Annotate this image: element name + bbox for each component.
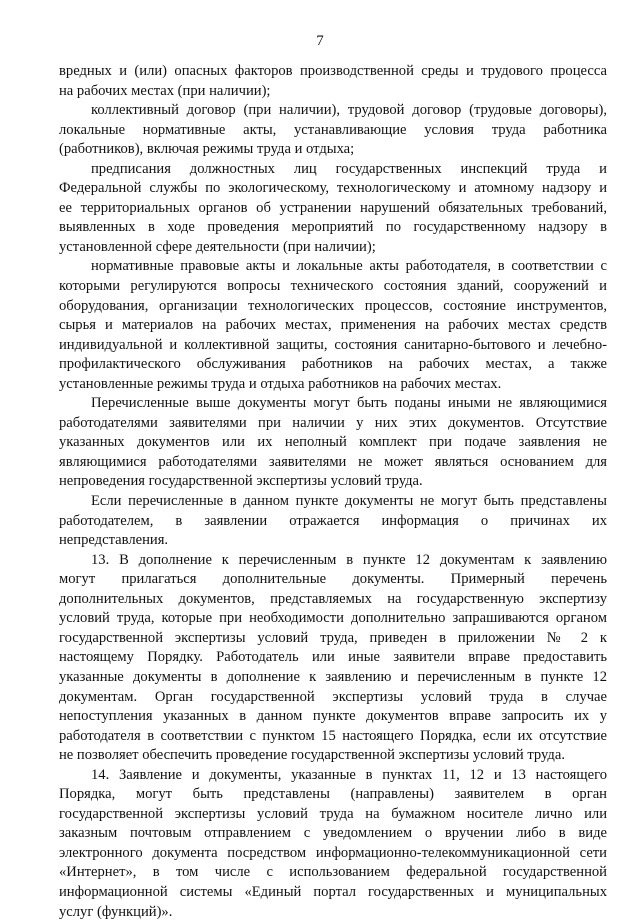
text-line: непроведения государственной экспертизы условий труда.	[59, 473, 423, 490]
text-line: условий труда, которые при необходимости дополнительно запрашиваются органом	[59, 610, 607, 627]
paragraph-first-line: 13. В дополнение к перечисленным в пункте 12 документам к заявлению	[91, 551, 607, 568]
text-line: которыми регулируются вопросы технического состояния зданий, сооружений и	[59, 278, 607, 295]
text-line: работодателя в соответствии с пунктом 15 настоящего Порядка, если их отсутствие	[59, 727, 607, 744]
page-number: 7	[316, 33, 324, 49]
paragraph-first-line: Если перечисленные в данном пункте документы не могут быть представлены	[91, 493, 607, 510]
text-line: выявленных в ходе проведения мероприятий по государственному надзору в	[59, 219, 607, 236]
text-line: настоящему Порядку. Работодатель или иные заявители вправе предоставить	[59, 649, 607, 666]
text-line: локальные нормативные акты, устанавливающие условия труда работника	[59, 121, 607, 138]
text-line: заказным почтовым отправлением с уведомлением о вручении либо в виде	[59, 825, 607, 842]
text-line: информационной системы «Единый портал государственных и муниципальных	[59, 883, 607, 900]
paragraph-first-line: 14. Заявление и документы, указанные в пунктах 11, 12 и 13 настоящего	[91, 766, 607, 783]
text-line: указанных документов или их неполный комплект при подаче заявления не	[59, 434, 607, 451]
text-line: непоступления указанных в данном пункте документов вправе запросить их у	[59, 708, 607, 725]
paragraph-first-line: коллективный договор (при наличии), трудовой договор (трудовые договоры),	[91, 102, 607, 119]
text-line: оборудования, организации технологических процессов, состояние инструментов,	[59, 297, 607, 314]
text-line: могут прилагаться дополнительные документы. Примерный перечень	[59, 571, 607, 588]
text-line: установленной сфере деятельности (при наличии);	[59, 238, 376, 255]
text-line: Федеральной службы по экологическому, технологическому и атомному надзору и	[59, 180, 607, 197]
text-line: установленные режимы труда и отдыха работников на рабочих местах.	[59, 375, 502, 392]
text-line: (работников), включая режимы труда и отдыха;	[59, 141, 355, 158]
text-line: вредных и (или) опасных факторов производственной среды и трудового процесса	[59, 63, 607, 79]
paragraph-first-line: нормативные правовые акты и локальные акты работодателя, в соответствии с	[91, 258, 607, 275]
text-line: индивидуальной и коллективной защиты, состояния санитарно-бытового и лечебно-	[59, 336, 607, 353]
text-line: являющимися работодателями заявителями не может являться основанием для	[59, 453, 607, 470]
text-line: работодателем, в заявлении отражается информация о причинах их	[59, 512, 607, 529]
text-line: профилактического обслуживания работников на рабочих местах, а также	[59, 356, 607, 373]
document-body	[59, 62, 607, 922]
text-line: указанные документы в дополнение к заявлению и перечисленным в пункте 12	[59, 668, 607, 685]
text-line: сырья и материалов на рабочих местах, применения на рабочих местах средств	[59, 317, 607, 334]
text-line: работодателями заявителями при наличии у них этих документов. Отсутствие	[59, 414, 607, 431]
text-line: непредставления.	[59, 532, 169, 549]
text-line: «Интернет», в том числе с использованием федеральной государственной	[59, 864, 607, 881]
text-line: государственной экспертизы условий труда, приведен в приложении № 2 к	[59, 629, 607, 646]
paragraph-first-line: предписания должностных лиц государственных инспекций труда и	[91, 160, 607, 177]
text-line: услуг (функций)».	[59, 903, 173, 920]
text-line: дополнительных документов, представляемых на государственную экспертизу	[59, 590, 607, 607]
paragraph-first-line: Перечисленные выше документы могут быть поданы иными не являющимися	[91, 395, 607, 412]
text-line: на рабочих местах (при наличии);	[59, 82, 271, 99]
text-line: электронного документа посредством информационно-телекоммуникационной сети	[59, 844, 607, 861]
text-line: не позволяет обеспечить проведение государственной экспертизы условий труда.	[59, 747, 565, 764]
text-line: документам. Орган государственной экспертизы условий труда в случае	[59, 688, 607, 705]
text-line: ее территориальных органов об устранении нарушений обязательных требований,	[59, 199, 607, 216]
text-line: государственной экспертизы условий труда на бумажном носителе лично или	[59, 805, 607, 822]
text-line: Порядка, могут быть представлены (направлены) заявителем в орган	[59, 786, 607, 803]
